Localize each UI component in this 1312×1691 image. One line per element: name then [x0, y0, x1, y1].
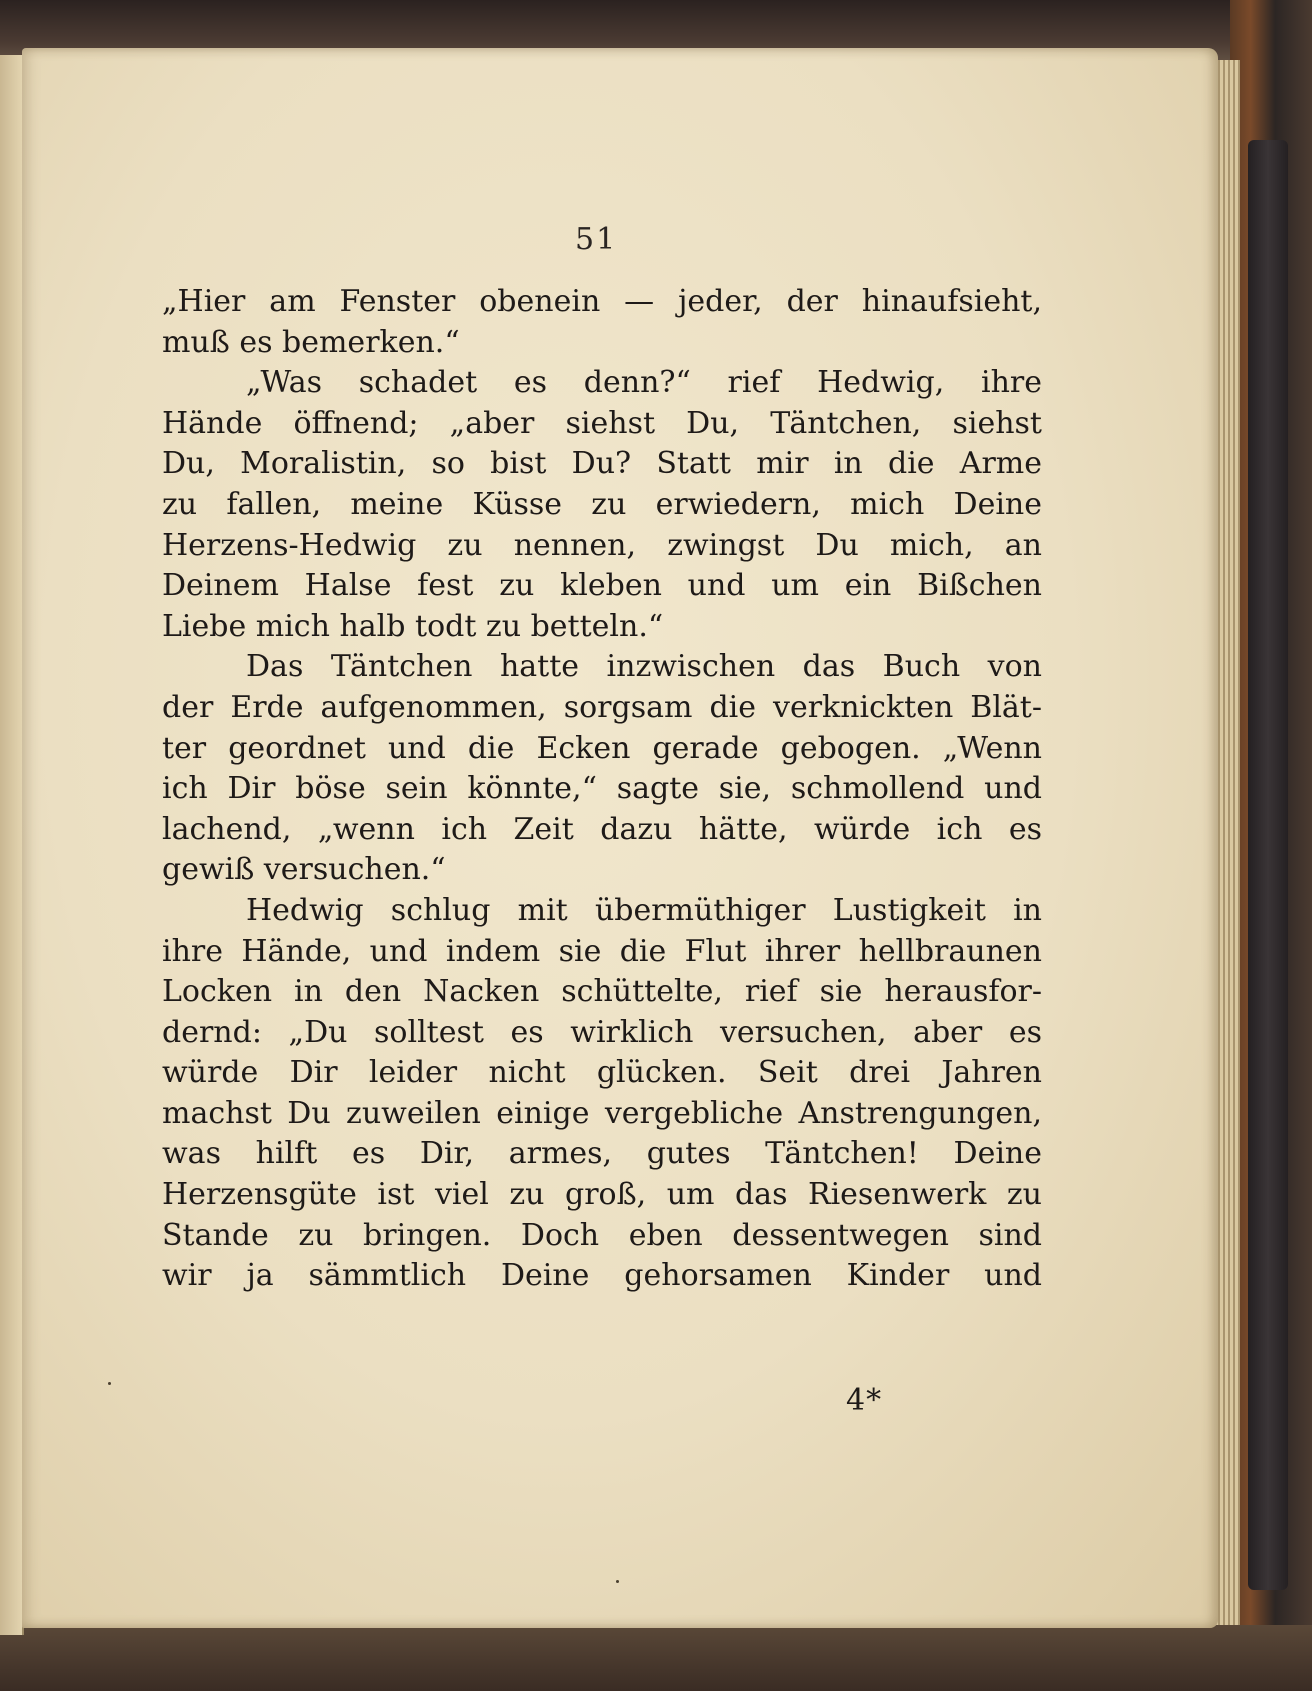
- cover-band: [1248, 140, 1288, 1590]
- text-line: wir ja sämmtlich Deine gehorsamen Kinder und: [162, 1258, 1042, 1294]
- text-line: Locken in den Nacken schüttelte, rief sie herausfor-: [162, 974, 1042, 1010]
- text-line: dernd: „Du solltest es wirklich versuchen, aber es: [162, 1014, 1042, 1050]
- text-line: machst Du zuweilen einige vergebliche Anstrengungen,: [162, 1095, 1042, 1131]
- text-line: Herzensgüte ist viel zu groß, um das Riesenwerk zu: [162, 1177, 1042, 1213]
- text-line: gewiß versuchen.“: [162, 852, 446, 888]
- text-line: würde Dir leider nicht glücken. Seit drei Jahren: [162, 1055, 1042, 1091]
- ink-speck: [616, 1580, 619, 1583]
- text-line: ihre Hände, und indem sie die Flut ihrer hellbraunen: [162, 933, 1042, 969]
- text-line: Hedwig schlug mit übermüthiger Lustigkeit in: [246, 892, 1042, 928]
- text-line: ich Dir böse sein könnte,“ sagte sie, schmollend und: [162, 771, 1042, 807]
- text-line: Herzens-Hedwig zu nennen, zwingst Du mich, an: [162, 527, 1042, 563]
- text-line: Hände öffnend; „aber siehst Du, Täntchen, siehst: [162, 405, 1042, 441]
- text-line: Stande zu bringen. Doch eben dessentwegen sind: [162, 1217, 1042, 1253]
- ink-speck: [108, 1382, 111, 1385]
- text-line: ter geordnet und die Ecken gerade gebogen. „Wenn: [162, 730, 1042, 766]
- text-line: lachend, „wenn ich Zeit dazu hätte, würde ich es: [162, 811, 1042, 847]
- text-line: Liebe mich halb todt zu betteln.“: [162, 608, 664, 644]
- page-number: 51: [575, 222, 618, 257]
- text-line: Deinem Halse fest zu kleben und um ein Bißchen: [162, 568, 1042, 604]
- text-line: muß es bemerken.“: [162, 324, 460, 360]
- book-cover-spine: [1230, 0, 1312, 1691]
- book-bottom-edge: [0, 1625, 1312, 1691]
- body-text: [162, 282, 1042, 1297]
- text-line: „Hier am Fenster obenein — jeder, der hinaufsieht,: [162, 284, 1042, 319]
- text-line: Das Täntchen hatte inzwischen das Buch von: [246, 649, 1042, 685]
- text-line: Du, Moralistin, so bist Du? Statt mir in die Arme: [162, 446, 1042, 482]
- signature-mark: 4*: [846, 1383, 883, 1418]
- text-line: was hilft es Dir, armes, gutes Täntchen! Deine: [162, 1136, 1042, 1172]
- text-line: der Erde aufgenommen, sorgsam die verknickten Blät-: [162, 689, 1042, 725]
- text-line: „Was schadet es denn?“ rief Hedwig, ihre: [246, 365, 1042, 401]
- left-page-sliver: [0, 55, 24, 1635]
- text-line: zu fallen, meine Küsse zu erwiedern, mich Deine: [162, 486, 1042, 522]
